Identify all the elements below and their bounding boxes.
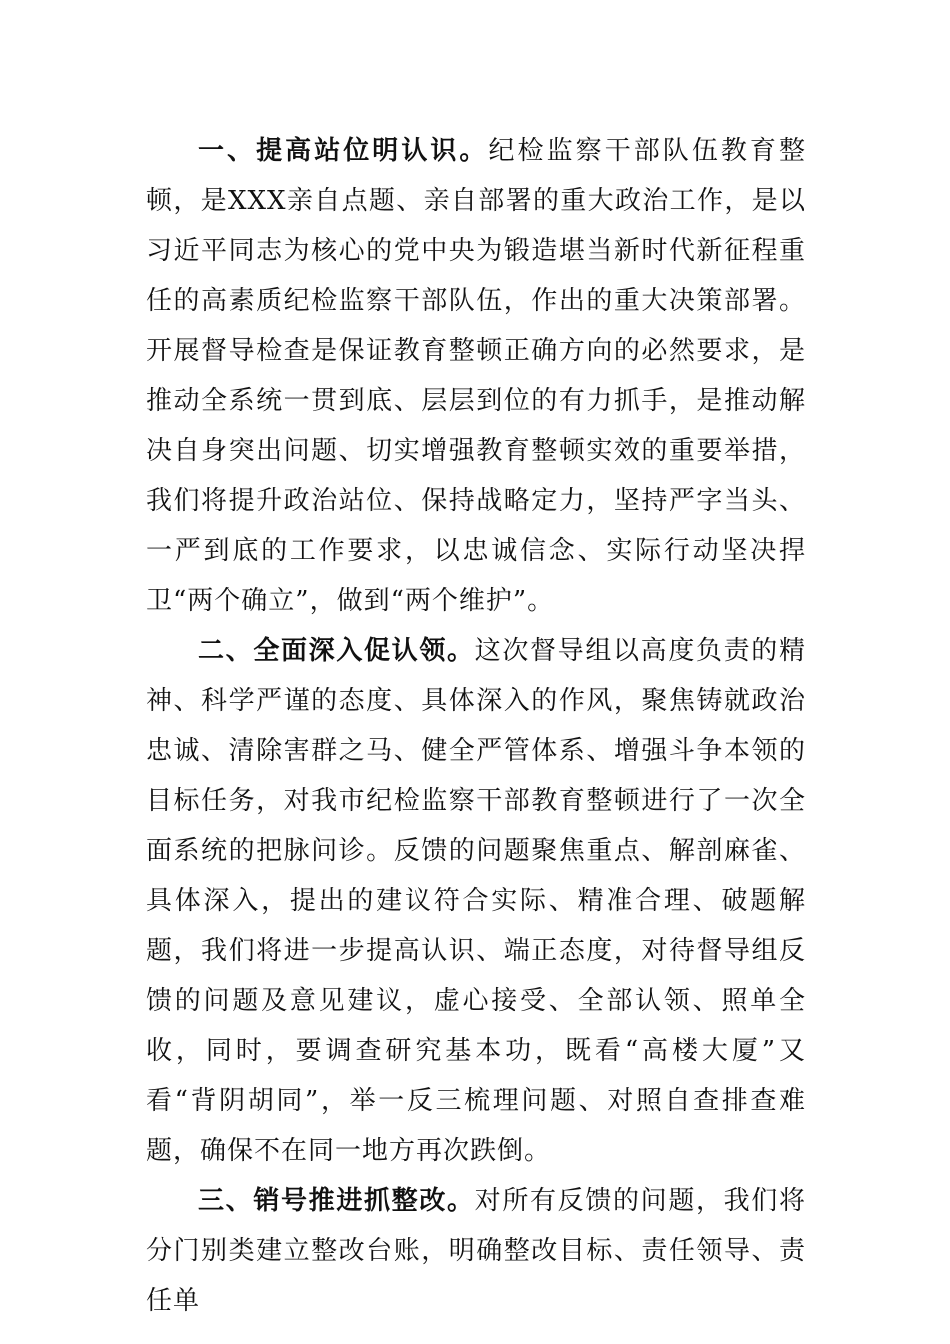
paragraph-2-heading: 二、全面深入促认领。 — [198, 636, 475, 666]
paragraph-3 — [146, 1176, 806, 1326]
paragraph-3-text: 对所有反馈的问题，我们将分门别类建立整改台账，明确整改目标、责任领导、责任单 — [146, 1186, 806, 1316]
document-body — [146, 126, 806, 1326]
paragraph-1-heading: 一、提高站位明认识。 — [198, 136, 489, 166]
paragraph-1 — [146, 126, 806, 626]
paragraph-3-heading: 三、销号推进抓整改。 — [198, 1186, 475, 1216]
paragraph-1-text: 纪检监察干部队伍教育整顿，是XXX亲自点题、亲自部署的重大政治工作，是以习近平同志为核心的党中央为锻造堪当新时代新征程重任的高素质纪检监察干部队伍，作出的重大决策部署。开展督导检查是保证教育整顿正确方向的必然要求，是推动全系统一贯到底、层层到位的有力抓手，是推动解决自身突出问题、切实增强教育整顿实效的重要举措，我们将提升政治站位、保持战略定力，坚持严字当头、一严到底的工作要求，以忠诚信念、实际行动坚决捍卫“两个确立”，做到“两个维护”。 — [146, 136, 806, 616]
paragraph-2 — [146, 626, 806, 1176]
paragraph-2-text: 这次督导组以高度负责的精神、科学严谨的态度、具体深入的作风，聚焦铸就政治忠诚、清除害群之马、健全严管体系、增强斗争本领的目标任务，对我市纪检监察干部教育整顿进行了一次全面系统的把脉问诊。反馈的问题聚焦重点、解剖麻雀、具体深入，提出的建议符合实际、精准合理、破题解题，我们将进一步提高认识、端正态度，对待督导组反馈的问题及意见建议，虚心接受、全部认领、照单全收，同时，要调查研究基本功，既看“高楼大厦”又看“背阴胡同”，举一反三梳理问题、对照自查排查难题，确保不在同一地方再次跌倒。 — [146, 636, 806, 1166]
